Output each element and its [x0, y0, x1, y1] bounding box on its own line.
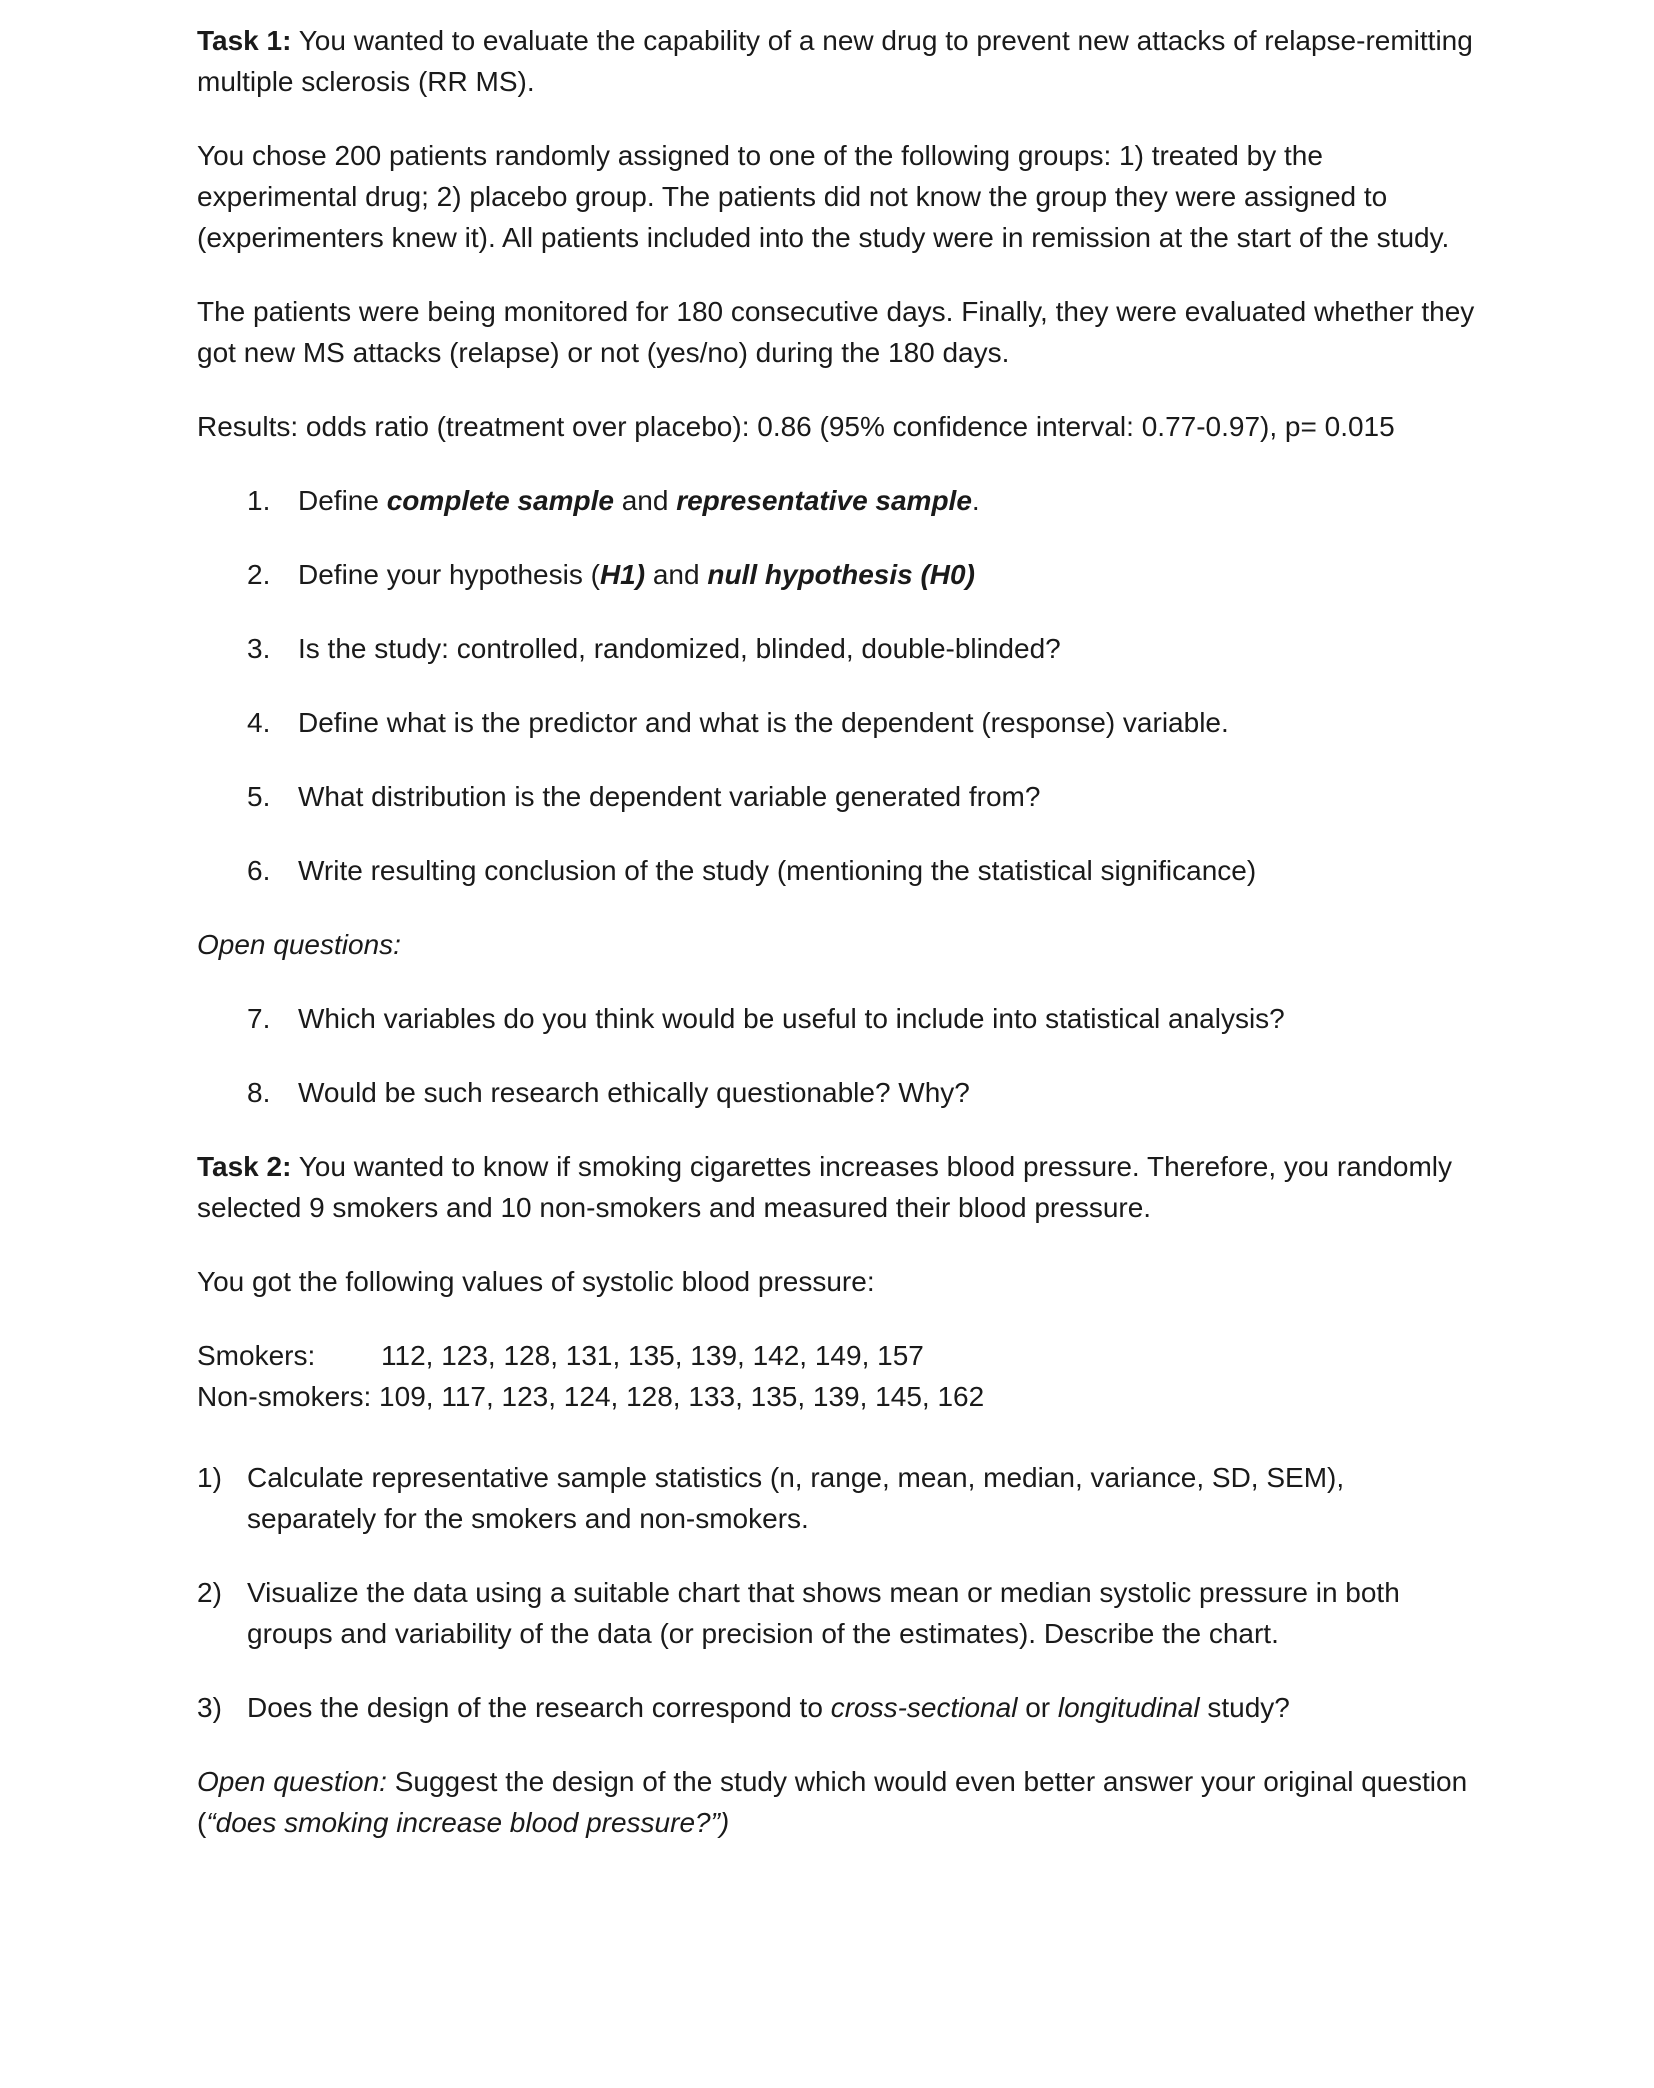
question-text: or — [1017, 1692, 1058, 1723]
question-text: and — [613, 485, 677, 516]
task1-monitoring: The patients were being monitored for 180 consecutive days. Finally, they were evaluated whether they got new MS attacks (relapse) or not (yes/no) during the 180 days. — [197, 296, 1475, 368]
question-text: Is the study: controlled, randomized, blinded, double-blinded? — [298, 633, 1061, 664]
question-number: 5. — [247, 781, 271, 812]
task2-question-list — [197, 1457, 1477, 1728]
task1-results: Results: odds ratio (treatment over placebo): 0.86 (95% confidence interval: 0.77-0.97), p= 0.015 — [197, 411, 1395, 442]
blood-pressure-data — [197, 1335, 1477, 1417]
question-number: 1. — [247, 485, 271, 516]
term-complete-sample: complete sample — [386, 485, 614, 516]
task2-question-2 — [197, 1572, 1477, 1654]
nonsmokers-row — [197, 1376, 1477, 1417]
question-text: Write resulting conclusion of the study (mentioning the statistical significance) — [298, 855, 1257, 886]
term-h1: H1) — [599, 559, 646, 590]
question-text: Would be such research ethically questionable? Why? — [298, 1077, 970, 1108]
question-text: study? — [1199, 1692, 1290, 1723]
open-question-text: Suggest the design of the study which would even better answer your original question ( — [197, 1766, 1468, 1838]
question-number: 1) — [197, 1462, 222, 1493]
task1-intro — [197, 20, 1477, 102]
task2-question-1 — [197, 1457, 1477, 1539]
smokers-values: 112, 123, 128, 131, 135, 139, 142, 149, 157 — [381, 1340, 924, 1371]
task2-values-intro: You got the following values of systolic blood pressure: — [197, 1266, 875, 1297]
question-text: Which variables do you think would be useful to include into statistical analysis? — [298, 1003, 1285, 1034]
nonsmokers-values: 109, 117, 123, 124, 128, 133, 135, 139, 145, 162 — [379, 1381, 985, 1412]
task2-intro — [197, 1146, 1477, 1228]
question-text: Visualize the data using a suitable chart that shows mean or median systolic pressure in both groups and variability of the data (or precision of the estimates). Describe the chart. — [247, 1577, 1400, 1649]
task1-intro-text: You wanted to evaluate the capability of a new drug to prevent new attacks of relapse-remitting multiple sclerosis (RR MS). — [197, 25, 1473, 97]
term-cross-sectional: cross-sectional — [830, 1692, 1018, 1723]
open-questions-label: Open questions: — [197, 929, 401, 960]
question-5 — [197, 776, 1477, 817]
question-text: Define — [298, 485, 387, 516]
question-8 — [197, 1072, 1477, 1113]
document-page — [197, 20, 1477, 1876]
question-text: Calculate representative sample statistics (n, range, mean, median, variance, SD, SEM), separately for the smokers and non-smokers. — [247, 1462, 1345, 1534]
question-text: and — [645, 559, 708, 590]
question-number: 3. — [247, 633, 271, 664]
question-7 — [197, 998, 1477, 1039]
open-question-quote: “does smoking increase blood pressure?”) — [206, 1807, 730, 1838]
open-question-list — [197, 998, 1477, 1113]
question-text: Does the design of the research correspond to — [247, 1692, 831, 1723]
term-null-hypothesis: null hypothesis (H0) — [707, 559, 975, 590]
question-text: . — [971, 485, 980, 516]
question-text: What distribution is the dependent variable generated from? — [298, 781, 1041, 812]
question-number: 3) — [197, 1692, 222, 1723]
smokers-label: Smokers: — [197, 1340, 316, 1371]
question-2 — [197, 554, 1477, 595]
question-6 — [197, 850, 1477, 891]
question-text: Define what is the predictor and what is the dependent (response) variable. — [298, 707, 1229, 738]
task2-open-question — [197, 1761, 1477, 1843]
term-longitudinal: longitudinal — [1057, 1692, 1200, 1723]
task2-intro-text: You wanted to know if smoking cigarettes increases blood pressure. Therefore, you randomly selected 9 smokers and 10 non-smokers and measured their blood pressure. — [197, 1151, 1452, 1223]
question-number: 2) — [197, 1577, 222, 1608]
question-4 — [197, 702, 1477, 743]
question-number: 6. — [247, 855, 271, 886]
question-1 — [197, 480, 1477, 521]
task2-question-3 — [197, 1687, 1477, 1728]
smokers-row — [197, 1335, 1477, 1376]
nonsmokers-label: Non-smokers: — [197, 1381, 372, 1412]
task1-question-list — [197, 480, 1477, 891]
open-questions-heading — [197, 924, 1477, 965]
open-question-label: Open question: — [197, 1766, 387, 1797]
task2-title: Task 2: — [197, 1151, 292, 1182]
question-number: 4. — [247, 707, 271, 738]
term-representative-sample: representative sample — [676, 485, 972, 516]
question-number: 2. — [247, 559, 271, 590]
question-number: 7. — [247, 1003, 271, 1034]
task1-title: Task 1: — [197, 25, 292, 56]
question-text: Define your hypothesis ( — [298, 559, 600, 590]
question-number: 8. — [247, 1077, 271, 1108]
task1-design: You chose 200 patients randomly assigned to one of the following groups: 1) treated by the experimental drug; 2) placebo group. The patients did not know the group they were assigned to (experimenters knew it). All patients included into the study were in remission at the start of the study. — [197, 140, 1450, 253]
question-3 — [197, 628, 1477, 669]
